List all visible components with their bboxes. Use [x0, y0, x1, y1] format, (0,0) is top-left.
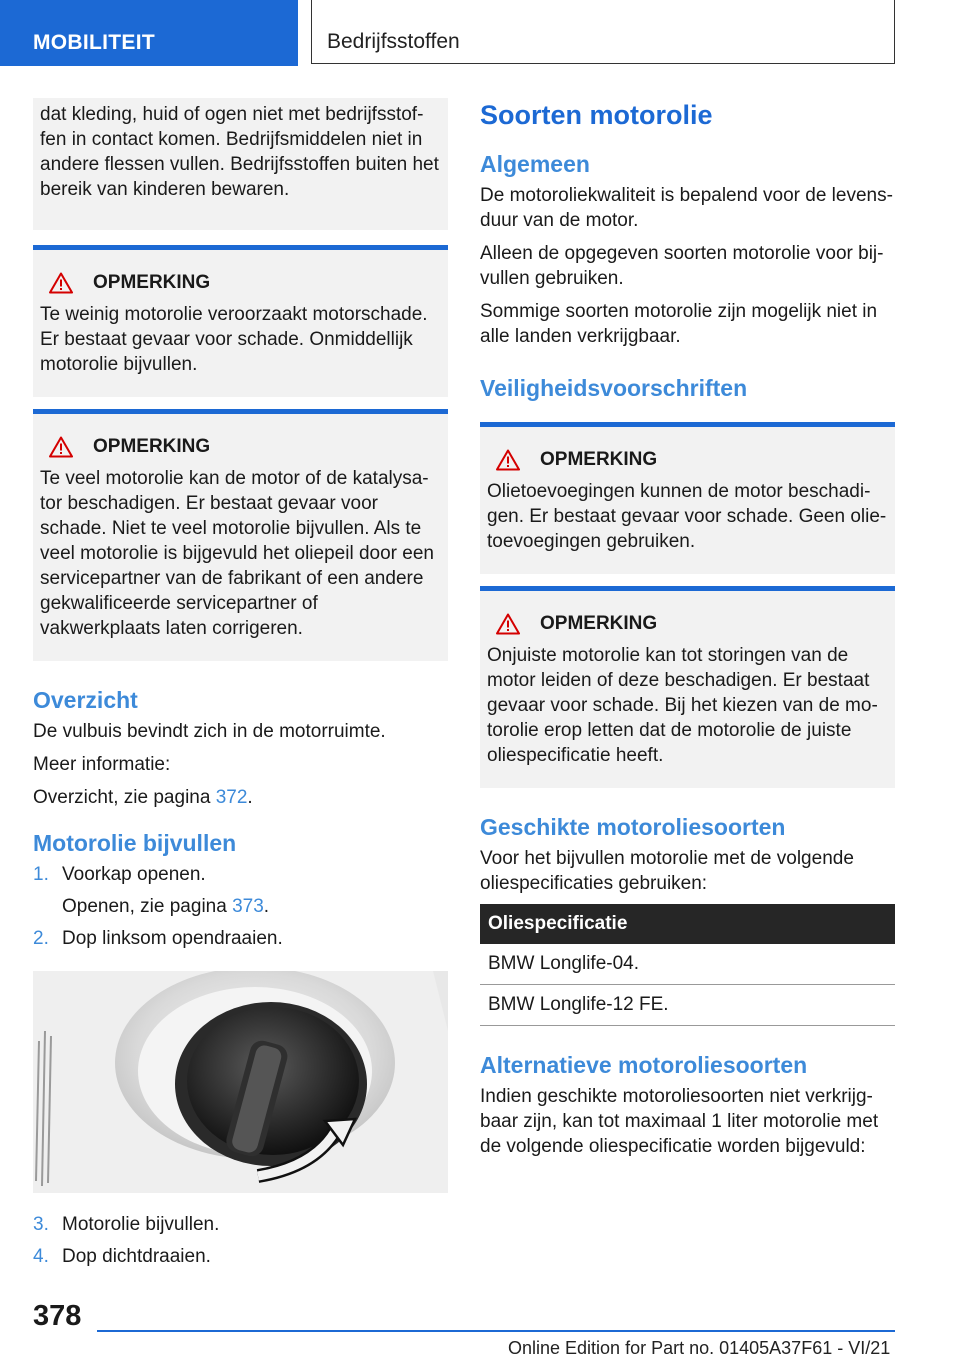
reference-text: Overzicht, zie pagina: [33, 787, 216, 808]
page-title: Soorten motorolie: [480, 100, 713, 130]
step-number: 4.: [33, 1246, 49, 1267]
note-title: OPMERKING: [93, 272, 211, 293]
section-tab: [0, 0, 298, 66]
warning-triangle-icon: [496, 613, 520, 635]
note-text: Olietoevoegingen kunnen de motor beschadi-gen. Er bestaat gevaar voor schade. Geen olie-toevoegingen gebruiken.: [487, 481, 887, 552]
note-text: Te veel motorolie kan de motor of de katalysa-tor beschadigen. Er bestaat gevaar voor schade. Niet te veel motorolie bijvullen. Als te veel motorolie is bijgevuld het oliepeil door een servicepartner van de fabrikant of een andere gekwalificeerde servicepartner of vakwerkplaats laten corrigeren.: [40, 468, 434, 639]
note-heading: [487, 613, 888, 635]
page-link-372[interactable]: 372: [215, 787, 248, 808]
table-cell: BMW Longlife-04.: [480, 944, 895, 985]
note-title: OPMERKING: [540, 449, 658, 470]
left-column: [33, 98, 448, 1269]
alternatief-text: Indien geschikte motoroliesoorten niet verkrijg-baar zijn, kan tot maximaal 1 liter motorolie met de volgende oliespecificatie worden bijgevuld:: [480, 1086, 879, 1157]
warning-continuation-text: dat kleding, huid of ogen niet met bedrijfsstof-fen in contact komen. Bedrijfsmiddelen niet in andere flessen vullen. Bedrijfsstoffen buiten het bereik van kinderen bewaren.: [40, 104, 439, 200]
page-number: 378: [33, 1300, 82, 1332]
geschikt-heading: Geschikte motoroliesoorten: [480, 814, 786, 840]
note-box-1: [33, 245, 448, 397]
step-subtext: [62, 894, 269, 919]
note-box-3: [480, 422, 895, 574]
note-title: OPMERKING: [93, 436, 211, 457]
note-box-4: [480, 586, 895, 788]
list-item: [33, 1212, 448, 1237]
algemeen-text-3: Sommige soorten motorolie zijn mogelijk niet in alle landen verkrijgbaar.: [480, 301, 878, 347]
edition-text: Online Edition for Part no. 01405A37F61 - VI/21: [508, 1338, 891, 1358]
list-item: [33, 926, 448, 951]
more-info-text: Meer informatie:: [33, 754, 171, 775]
table-cell: BMW Longlife-12 FE.: [480, 985, 895, 1026]
alternatief-heading: Alternatieve motoroliesoorten: [480, 1052, 808, 1078]
step-text: Motorolie bijvullen.: [62, 1214, 220, 1235]
note-heading: [40, 436, 441, 458]
note-title: OPMERKING: [540, 613, 658, 634]
note-text: Onjuiste motorolie kan tot storingen van de motor leiden of deze beschadigen. Er bestaat gevaar voor schade. Bij het kiezen van de mo-torolie erop letten dat de motorolie de juiste oliespecificatie heeft.: [487, 645, 878, 766]
step-number: 2.: [33, 928, 49, 949]
bijvullen-heading: Motorolie bijvullen: [33, 830, 237, 856]
geschikt-text: Voor het bijvullen motorolie met de volgende oliespecificaties gebruiken:: [480, 848, 854, 894]
warning-continuation: [33, 98, 448, 230]
reference-text: Openen, zie pagina: [62, 896, 233, 917]
step-text: Dop dichtdraaien.: [62, 1246, 211, 1267]
veiligheid-heading: Veiligheidsvoorschriften: [480, 375, 748, 401]
oil-filler-cap-photo: [33, 971, 448, 1193]
warning-triangle-icon: [49, 436, 73, 458]
topic-label: Bedrijfsstoffen: [327, 30, 460, 53]
overzicht-text: De vulbuis bevindt zich in de motorruimte.: [33, 721, 386, 742]
overzicht-heading: Overzicht: [33, 687, 138, 713]
table-row: [480, 944, 895, 985]
algemeen-text-2: Alleen de opgegeven soorten motorolie voor bij-vullen gebruiken.: [480, 243, 884, 289]
note-box-2: [33, 409, 448, 661]
step-number: 3.: [33, 1214, 49, 1235]
note-text: Te weinig motorolie veroorzaakt motorschade. Er bestaat gevaar voor schade. Onmiddellijk motorolie bijvullen.: [40, 304, 428, 375]
table-header: Oliespecificatie: [480, 904, 895, 944]
step-text: Voorkap openen.: [62, 864, 206, 885]
list-item: [33, 1244, 448, 1269]
algemeen-text-1: De motoroliekwaliteit is bepalend voor de levens-duur van de motor.: [480, 185, 893, 231]
page-link-373[interactable]: 373: [232, 896, 264, 917]
step-number: 1.: [33, 864, 49, 885]
overzicht-reference: [33, 785, 448, 810]
list-item: [33, 862, 448, 919]
reference-end: .: [247, 787, 253, 808]
table-row: [480, 985, 895, 1026]
oil-spec-table: [480, 904, 895, 1026]
right-column: [480, 98, 895, 1159]
footer-divider: [97, 1330, 895, 1332]
reference-end: .: [263, 896, 270, 917]
note-heading: [487, 449, 888, 471]
warning-triangle-icon: [496, 449, 520, 471]
topic-tab: [311, 0, 895, 64]
warning-triangle-icon: [49, 272, 73, 294]
algemeen-heading: Algemeen: [480, 151, 590, 177]
note-heading: [40, 272, 441, 294]
step-text: Dop linksom opendraaien.: [62, 928, 283, 949]
section-label: MOBILITEIT: [33, 31, 155, 54]
